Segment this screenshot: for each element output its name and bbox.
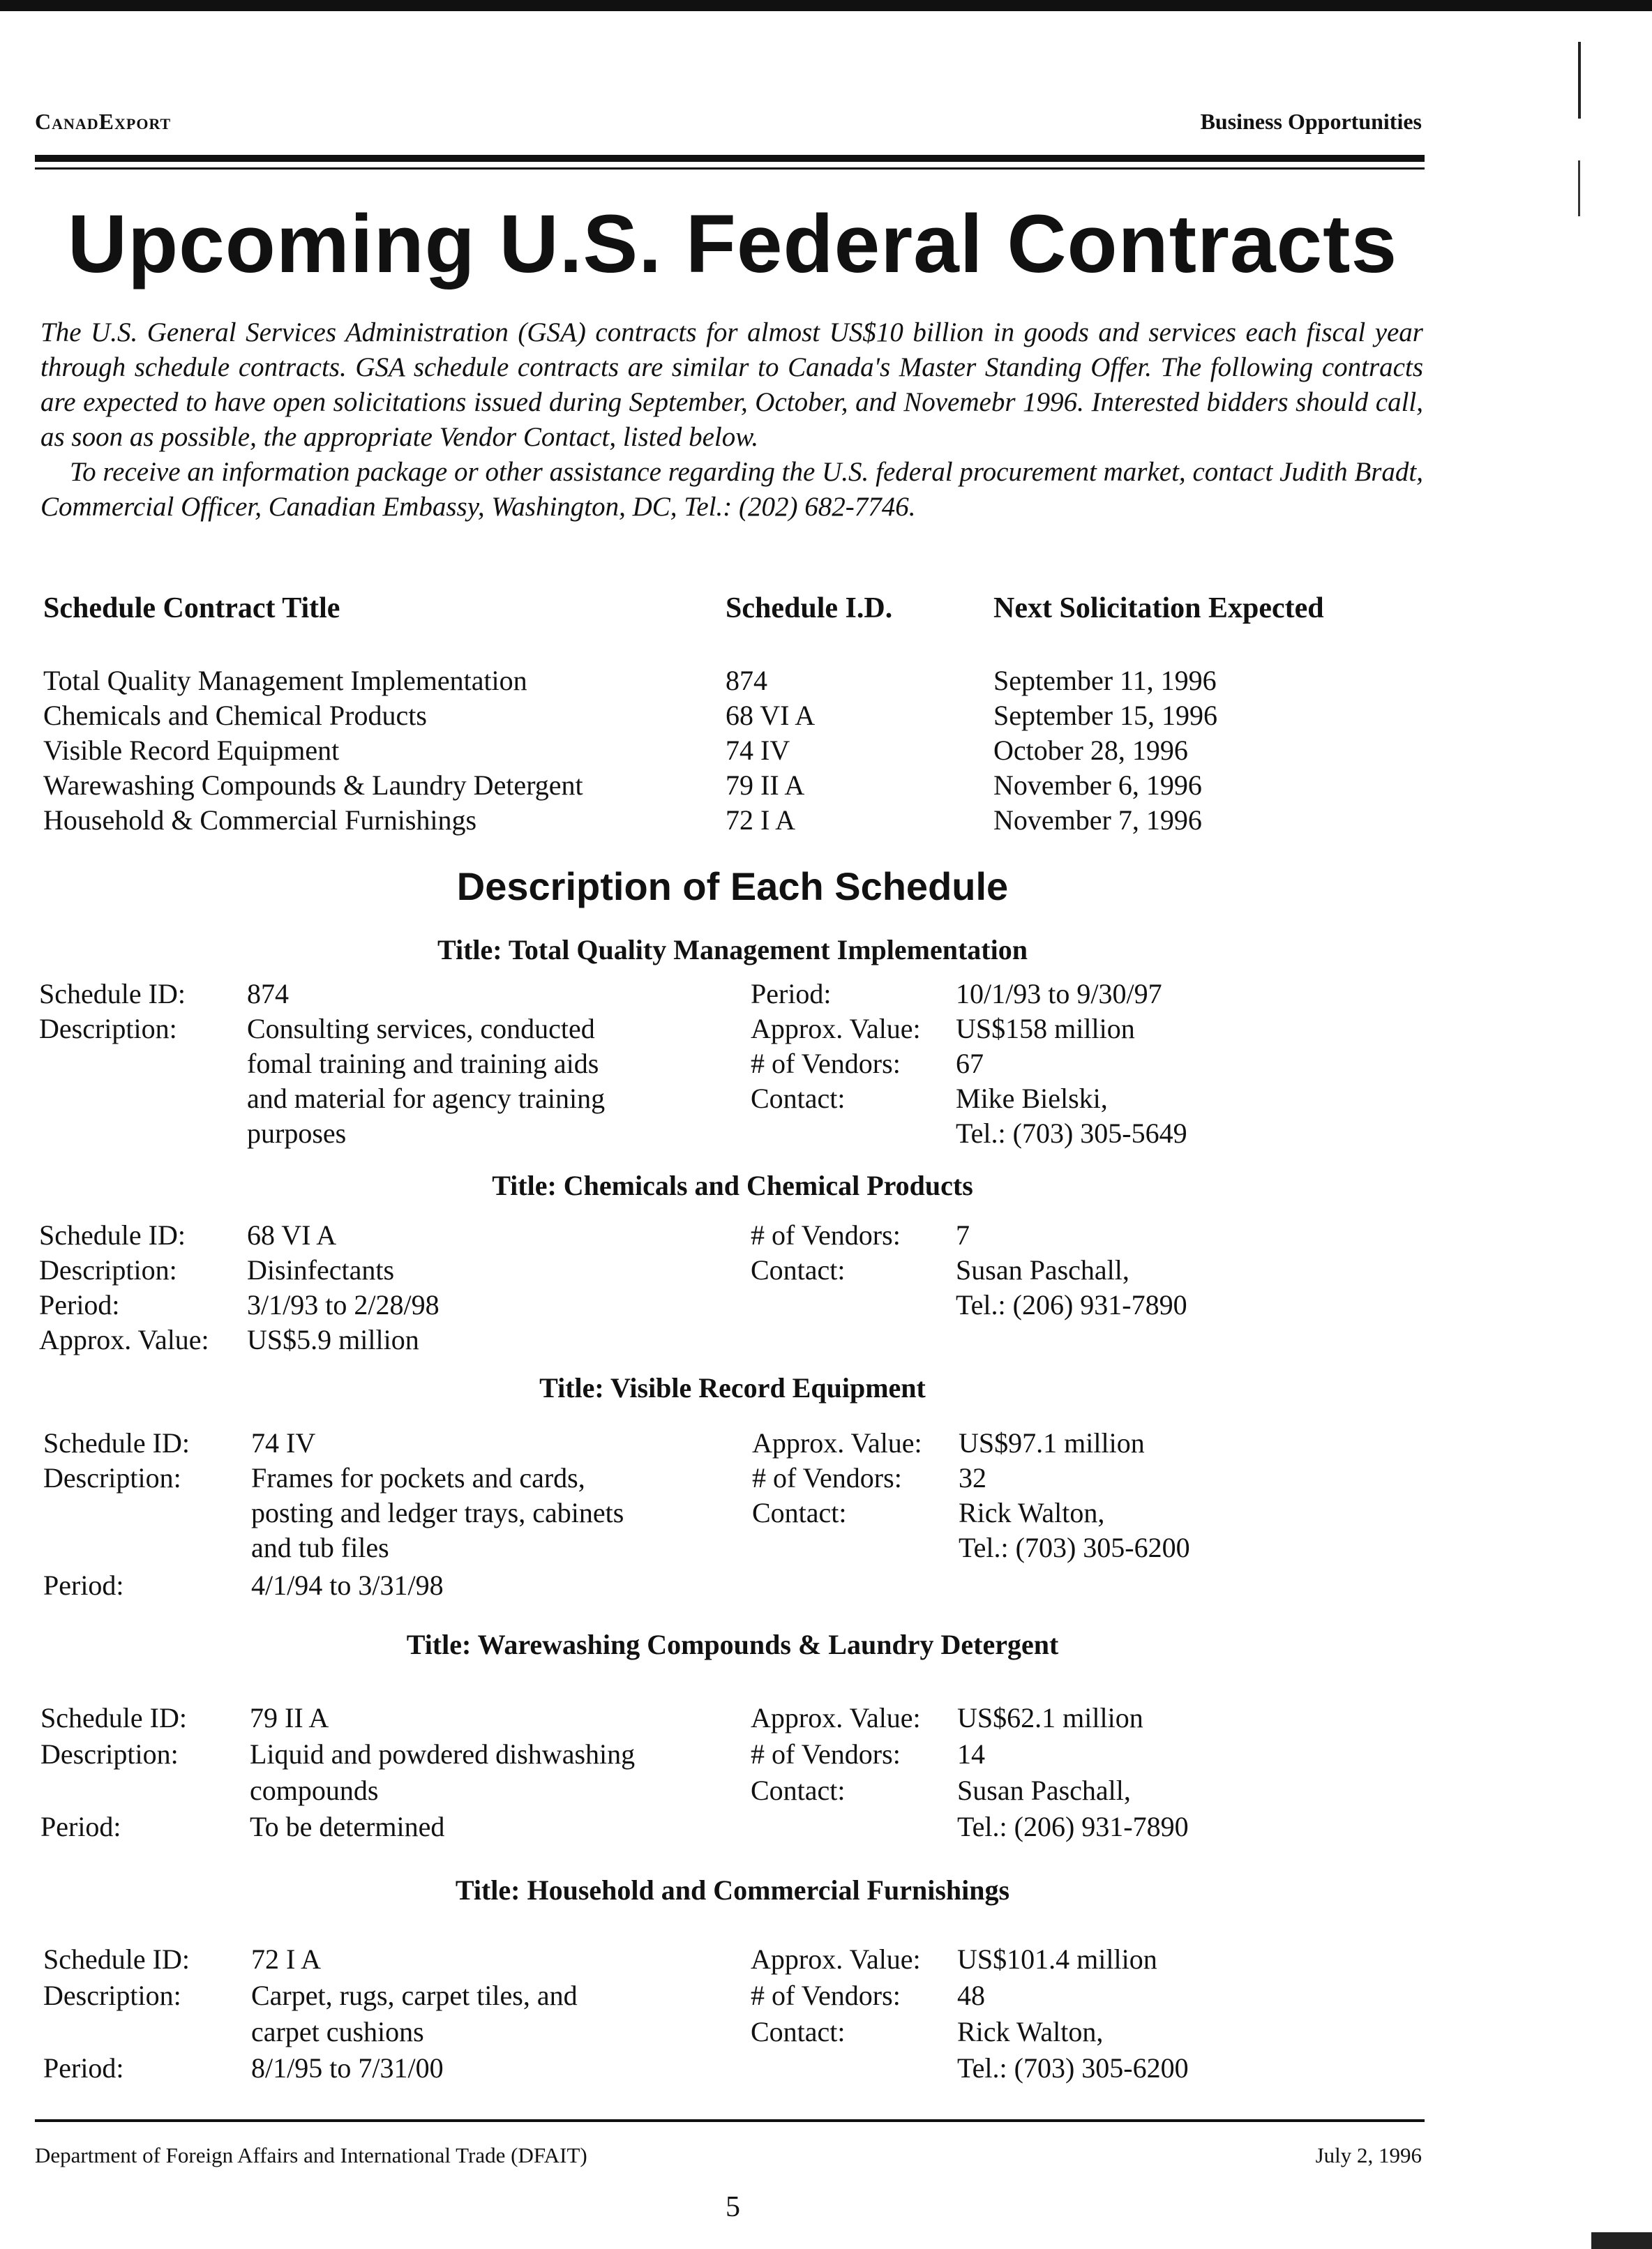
- approx-value: US$101.4 million: [957, 1943, 1157, 1975]
- label-contact: Contact:: [751, 1083, 846, 1114]
- schedule-title: Title: Warewashing Compounds & Laundry Detergent: [406, 1629, 1059, 1660]
- label-period: Period:: [40, 1811, 121, 1842]
- approx-value: US$158 million: [956, 1013, 1135, 1044]
- contact-tel: Tel.: (703) 305-5649: [956, 1118, 1187, 1149]
- schedule-title: Title: Visible Record Equipment: [539, 1372, 926, 1404]
- period-value: To be determined: [250, 1811, 445, 1842]
- schedule-title: Title: Household and Commercial Furnishings: [455, 1874, 1010, 1906]
- scan-mark: [1591, 2232, 1652, 2249]
- description-line: compounds: [250, 1775, 379, 1806]
- table-cell: 874: [726, 665, 767, 696]
- label-approx-value: Approx. Value:: [751, 1702, 921, 1733]
- table-cell: Household & Commercial Furnishings: [43, 804, 477, 836]
- period-value: 10/1/93 to 9/30/97: [956, 978, 1162, 1009]
- label-vendors: # of Vendors:: [751, 1048, 901, 1079]
- label-vendors: # of Vendors:: [751, 1980, 901, 2011]
- contact-name: Susan Paschall,: [957, 1775, 1131, 1806]
- description-line: Consulting services, conducted: [247, 1013, 595, 1044]
- intro-paragraph: To receive an information package or other assistance regarding the U.S. federal procurement market, contact Judith Bradt, Commercial Officer, Canadian Embassy, Washington, DC, Tel.: (202) 682-7746.: [40, 457, 1423, 522]
- label-schedule-id: Schedule ID:: [39, 1219, 186, 1251]
- schedule-id: 79 II A: [250, 1702, 329, 1733]
- description-line: Carpet, rugs, carpet tiles, and: [251, 1980, 578, 2011]
- table-cell: 74 IV: [726, 735, 790, 766]
- period-value: 3/1/93 to 2/28/98: [247, 1289, 440, 1321]
- table-cell: Visible Record Equipment: [43, 735, 340, 766]
- schedule-title: Title: Chemicals and Chemical Products: [492, 1170, 973, 1201]
- description-line: Disinfectants: [247, 1254, 395, 1286]
- table-cell: Warewashing Compounds & Laundry Detergent: [43, 769, 583, 801]
- scan-edge: [0, 0, 1652, 11]
- label-period: Period:: [751, 978, 832, 1009]
- description-line: and tub files: [251, 1532, 389, 1563]
- approx-value: US$5.9 million: [247, 1324, 419, 1355]
- footer-date: July 2, 1996: [1315, 2143, 1422, 2167]
- contact-tel: Tel.: (206) 931-7890: [956, 1289, 1187, 1321]
- header-rule-thin: [35, 167, 1425, 170]
- schedule-id: 74 IV: [251, 1427, 316, 1459]
- contact-tel: Tel.: (703) 305-6200: [957, 2052, 1189, 2084]
- label-vendors: # of Vendors:: [751, 1219, 901, 1251]
- label-schedule-id: Schedule ID:: [39, 978, 186, 1009]
- label-approx-value: Approx. Value:: [751, 1013, 921, 1044]
- contact-name: Rick Walton,: [959, 1497, 1105, 1528]
- table-cell: 79 II A: [726, 769, 805, 801]
- table-cell: Chemicals and Chemical Products: [43, 700, 427, 731]
- description-line: Frames for pockets and cards,: [251, 1462, 585, 1494]
- label-description: Description:: [39, 1013, 177, 1044]
- table-cell: Total Quality Management Implementation: [43, 665, 527, 696]
- description-line: and material for agency training: [247, 1083, 606, 1114]
- label-contact: Contact:: [751, 2016, 846, 2047]
- contact-tel: Tel.: (703) 305-6200: [959, 1532, 1190, 1563]
- footer-department: Department of Foreign Affairs and International Trade (DFAIT): [35, 2143, 587, 2167]
- label-period: Period:: [43, 2052, 124, 2084]
- page-number: 5: [726, 2191, 740, 2223]
- approx-value: US$97.1 million: [959, 1427, 1145, 1459]
- table-cell: September 15, 1996: [993, 700, 1218, 731]
- description-line: fomal training and training aids: [247, 1048, 599, 1079]
- header-rule: [35, 155, 1425, 162]
- table-header-title: Schedule Contract Title: [43, 592, 340, 624]
- table-cell: 68 VI A: [726, 700, 816, 731]
- label-schedule-id: Schedule ID:: [43, 1943, 190, 1975]
- vendors-count: 7: [956, 1219, 970, 1251]
- vendors-count: 48: [957, 1980, 985, 2011]
- contact-name: Rick Walton,: [957, 2016, 1104, 2047]
- approx-value: US$62.1 million: [957, 1702, 1143, 1733]
- intro-text: [40, 315, 1423, 525]
- table-header-date: Next Solicitation Expected: [993, 592, 1324, 624]
- description-line: purposes: [247, 1118, 347, 1149]
- description-line: carpet cushions: [251, 2016, 424, 2047]
- label-contact: Contact:: [752, 1497, 847, 1528]
- vendors-count: 32: [959, 1462, 986, 1494]
- contact-tel: Tel.: (206) 931-7890: [957, 1811, 1189, 1842]
- schedule-id: 874: [247, 978, 289, 1009]
- schedule-id: 72 I A: [251, 1943, 321, 1975]
- label-contact: Contact:: [751, 1254, 846, 1286]
- label-period: Period:: [39, 1289, 120, 1321]
- label-approx-value: Approx. Value:: [752, 1427, 922, 1459]
- intro-paragraph: The U.S. General Services Administration (GSA) contracts for almost US$10 billion in goods and services each fiscal year through schedule contracts. GSA schedule contracts are similar to Canada's Master Standing Offer. The following contracts are expected to have open solicitations issued during September, October, and Novemebr 1996. Interested bidders should call, as soon as possible, the appropriate Vendor Contact, listed below.: [40, 317, 1423, 452]
- scan-mark: [1578, 160, 1580, 216]
- label-vendors: # of Vendors:: [751, 1738, 901, 1770]
- description-line: posting and ledger trays, cabinets: [251, 1497, 624, 1528]
- label-period: Period:: [43, 1570, 124, 1601]
- label-approx-value: Approx. Value:: [39, 1324, 209, 1355]
- vendors-count: 67: [956, 1048, 984, 1079]
- label-description: Description:: [40, 1738, 179, 1770]
- label-description: Description:: [43, 1462, 181, 1494]
- label-schedule-id: Schedule ID:: [40, 1702, 187, 1733]
- contact-name: Susan Paschall,: [956, 1254, 1129, 1286]
- label-contact: Contact:: [751, 1775, 846, 1806]
- label-schedule-id: Schedule ID:: [43, 1427, 190, 1459]
- table-cell: November 6, 1996: [993, 769, 1202, 801]
- publication-name: CanadExport: [35, 109, 172, 134]
- section-heading: Description of Each Schedule: [456, 864, 1009, 908]
- schedule-id: 68 VI A: [247, 1219, 337, 1251]
- table-cell: 72 I A: [726, 804, 795, 836]
- section-name: Business Opportunities: [1200, 109, 1422, 134]
- table-cell: September 11, 1996: [993, 665, 1217, 696]
- table-header-id: Schedule I.D.: [726, 592, 893, 624]
- label-vendors: # of Vendors:: [752, 1462, 902, 1494]
- scan-mark: [1578, 42, 1581, 119]
- schedule-title: Title: Total Quality Management Implementation: [437, 934, 1028, 965]
- label-description: Description:: [39, 1254, 177, 1286]
- table-cell: October 28, 1996: [993, 735, 1188, 766]
- table-cell: November 7, 1996: [993, 804, 1202, 836]
- page-title: Upcoming U.S. Federal Contracts: [67, 198, 1398, 290]
- label-description: Description:: [43, 1980, 181, 2011]
- description-line: Liquid and powdered dishwashing: [250, 1738, 636, 1770]
- period-value: 8/1/95 to 7/31/00: [251, 2052, 444, 2084]
- period-value: 4/1/94 to 3/31/98: [251, 1570, 444, 1601]
- footer-rule: [35, 2119, 1425, 2122]
- contact-name: Mike Bielski,: [956, 1083, 1108, 1114]
- vendors-count: 14: [957, 1738, 985, 1770]
- label-approx-value: Approx. Value:: [751, 1943, 921, 1975]
